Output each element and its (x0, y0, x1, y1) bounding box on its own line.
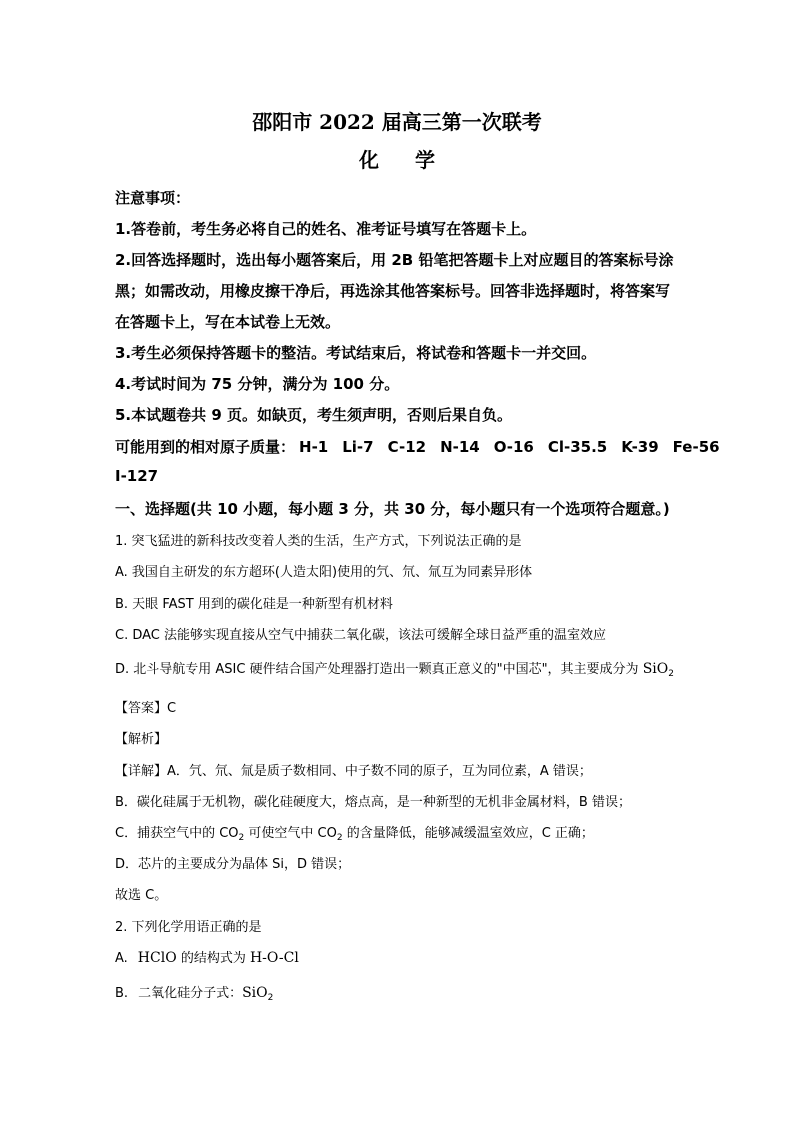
mass-o: O-16 (493, 438, 534, 456)
option-d-formula: SiO (642, 661, 669, 677)
question-1-option-a: A. 我国自主研发的东方超环(人造太阳)使用的氕、氘、氚互为同素异形体 (115, 565, 533, 580)
detail-c-sub-2: 2 (336, 833, 343, 843)
mass-c: C-12 (387, 438, 427, 456)
q2-option-a-structure: H-O-Cl (249, 950, 299, 966)
q2-option-a-text: 的结构式为 (176, 951, 250, 966)
question-2-option-a (115, 947, 299, 966)
mass-n: N-14 (440, 438, 480, 456)
answer-value: C (167, 701, 177, 716)
detail-line-a (115, 760, 592, 779)
q2-option-b-text: 二氧化硅分子式： (138, 986, 243, 1001)
section-1-heading: 一、选择题(共 10 小题，每小题 3 分，共 30 分，每小题只有一个选项符合题意。) (115, 500, 670, 518)
option-d-text: D. 北斗导航专用 ASIC 硬件结合国产处理器打造出一颗真正意义的"中国芯"，其主要成分为 (115, 662, 643, 677)
question-2-stem: 2. 下列化学用语正确的是 (115, 920, 262, 935)
detail-line-d: D．芯片的主要成分为晶体 Si，D 错误； (115, 857, 351, 872)
detail-c-sub-1: 2 (238, 833, 245, 843)
q2-option-a-label: A. (115, 951, 128, 966)
answer-label: 【答案】 (115, 701, 168, 716)
q2-option-a-formula: HClO (137, 950, 177, 966)
answer-line (115, 697, 176, 716)
detail-label: 【详解】 (115, 764, 168, 779)
detail-a-text: A．氕、氘、氚是质子数相同、中子数不同的原子，互为同位素，A 错误； (167, 764, 592, 779)
mass-li: Li-7 (342, 438, 374, 456)
detail-c-part-3: 的含量降低，能够减缓温室效应，C 正确； (342, 826, 594, 841)
notice-item-1: 1.答卷前，考生务必将自己的姓名、准考证号填写在答题卡上。 (115, 220, 537, 238)
subject-title: 化学 (359, 148, 471, 172)
detail-c-part-1: C．捕获空气中的 CO (115, 826, 239, 841)
notice-item-2-line-2: 黑；如需改动，用橡皮擦干净后，再选涂其他答案标号。回答非选择题时，将答案写 (115, 282, 671, 300)
question-1-option-d (115, 658, 674, 679)
notice-heading: 注意事项： (115, 189, 191, 207)
notice-item-2-line-1: 2.回答选择题时，选出每小题答案后，用 2B 铅笔把答题卡上对应题目的答案标号涂 (115, 251, 674, 269)
q2-option-b-formula: SiO (242, 985, 268, 1001)
mass-h: H-1 (299, 438, 329, 456)
analysis-label: 【解析】 (115, 732, 168, 747)
detail-line-b: B．碳化硅属于无机物，碳化硅硬度大，熔点高，是一种新型的无机非金属材料，B 错误； (115, 795, 631, 810)
mass-i: I-127 (115, 467, 159, 485)
question-1-option-b: B. 天眼 FAST 用到的碳化硅是一种新型有机材料 (115, 597, 393, 612)
option-d-subscript: 2 (668, 669, 674, 679)
question-1-option-c: C. DAC 法能够实现直接从空气中捕获二氧化碳，该法可缓解全球日益严重的温室效应 (115, 628, 606, 643)
notice-item-5: 5.本试题卷共 9 页。如缺页，考生须声明，否则后果自负。 (115, 406, 513, 424)
atomic-masses-line (115, 436, 734, 457)
notice-item-2-line-3: 在答题卡上，写在本试卷上无效。 (115, 313, 341, 331)
mass-k: K-39 (621, 438, 659, 456)
detail-line-c (115, 822, 594, 843)
q2-option-b-subscript: 2 (267, 993, 274, 1003)
notice-item-3: 3.考生必须保持答题卡的整洁。考试结束后，将试卷和答题卡一并交回。 (115, 344, 597, 362)
exam-title: 邵阳市 2022 届高三第一次联考 (252, 110, 542, 134)
q2-option-b-label: B. (115, 986, 129, 1001)
mass-cl: Cl-35.5 (547, 438, 608, 456)
mass-fe: Fe-56 (672, 438, 720, 456)
conclusion-line: 故选 C。 (115, 888, 168, 903)
question-1-stem: 1. 突飞猛进的新科技改变着人类的生活，生产方式，下列说法正确的是 (115, 534, 522, 549)
detail-c-part-2: 可使空气中 CO (244, 826, 337, 841)
question-2-option-b (115, 982, 273, 1003)
atomic-masses-label: 可能用到的相对原子质量： (115, 438, 296, 456)
notice-item-4: 4.考试时间为 75 分钟，满分为 100 分。 (115, 375, 400, 393)
